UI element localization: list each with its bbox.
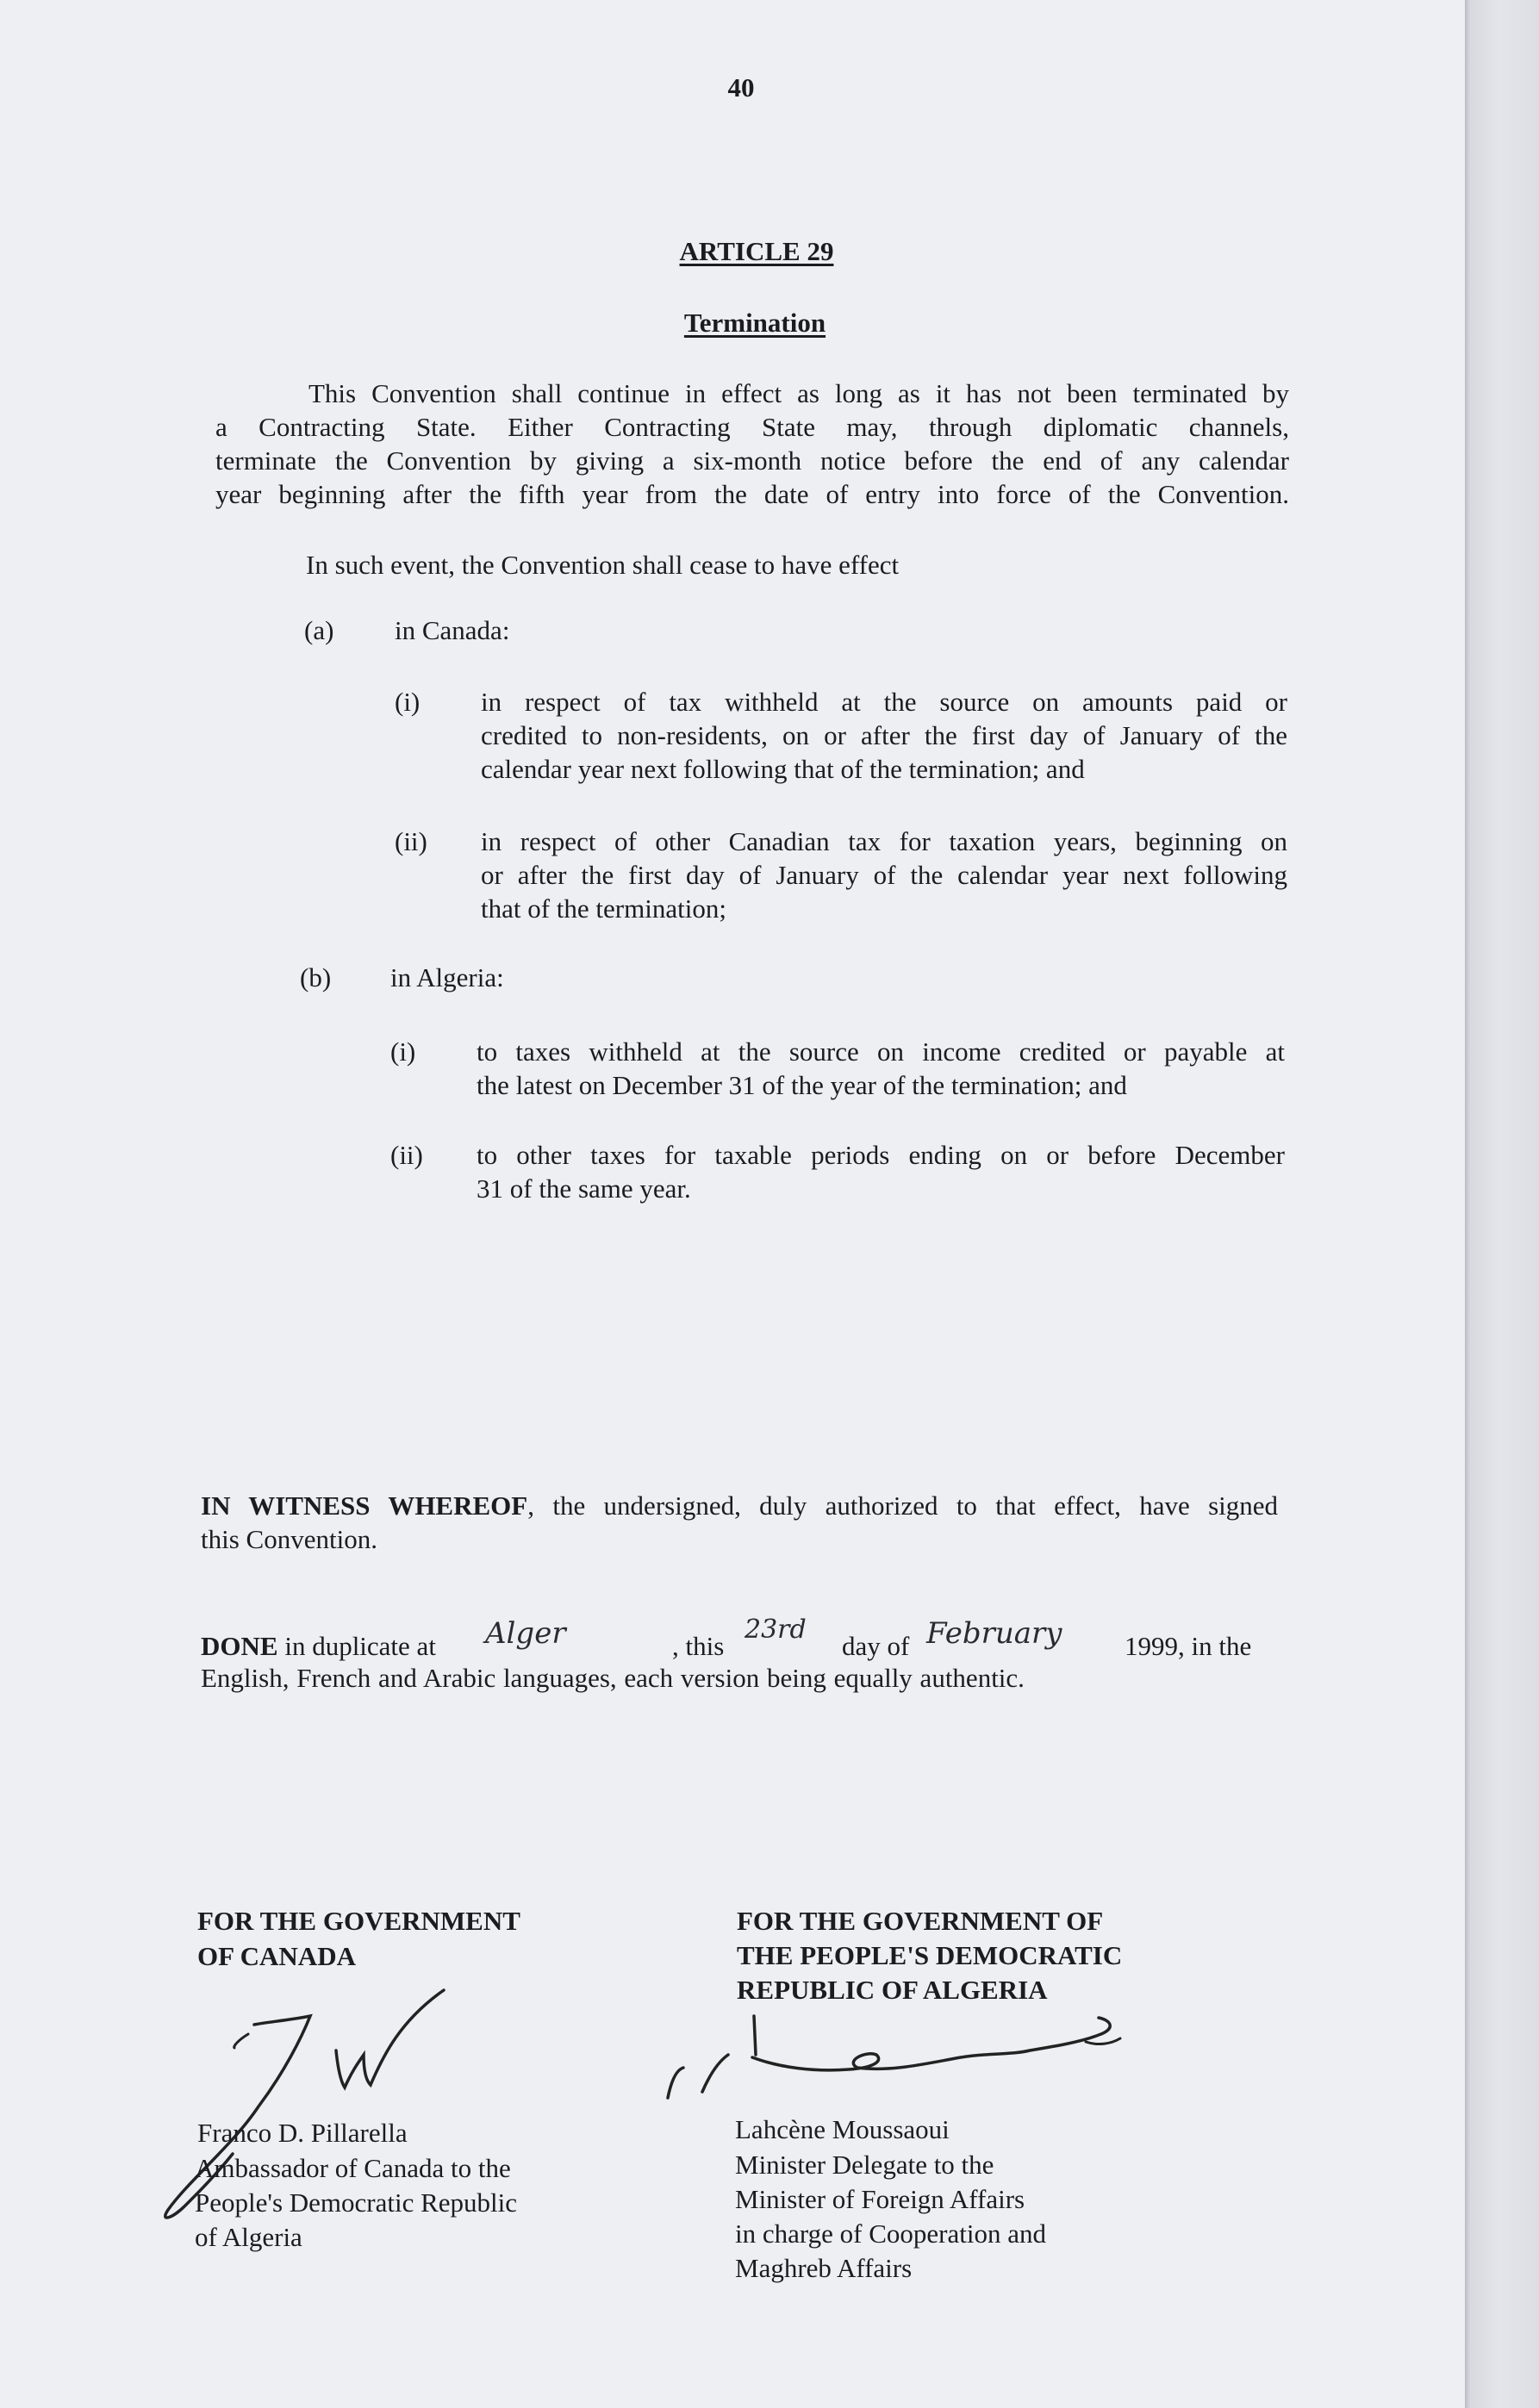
item-a-i-text: in respect of tax withheld at the source on amounts paid or credited to non-residents, on or after the first day of January of the calendar year next following that of the termination; and xyxy=(481,687,1287,784)
article-subtitle: Termination xyxy=(683,308,826,338)
done-bold: DONE xyxy=(201,1631,278,1661)
done-line-2: English, French and Arabic languages, each version being equally authentic. xyxy=(201,1663,1025,1693)
article-title: ARTICLE 29 xyxy=(679,236,834,266)
left-name: Franco D. Pillarella xyxy=(197,2118,408,2148)
item-b-i-text: to taxes withheld at the source on income credited or payable at the latest on December 31 of the year of the termination; and xyxy=(477,1036,1285,1100)
done-this: , this xyxy=(672,1631,725,1661)
intro-paragraph xyxy=(215,376,1289,511)
right-title-2: Minister of Foreign Affairs xyxy=(735,2184,1025,2214)
item-b-i-num: (i) xyxy=(390,1036,416,1067)
algeria-signature xyxy=(651,2007,1150,2119)
item-a-ii-num: (ii) xyxy=(395,826,427,856)
intro-line: This Convention shall continue in effect as long as it has not been terminated by xyxy=(308,378,1289,408)
right-heading-3: REPUBLIC OF ALGERIA xyxy=(737,1975,1048,2005)
section-b-label: (b) xyxy=(300,962,332,992)
left-heading-1: FOR THE GOVERNMENT xyxy=(197,1906,520,1936)
right-heading-2: THE PEOPLE'S DEMOCRATIC xyxy=(737,1940,1123,1970)
left-title-2: People's Democratic Republic xyxy=(195,2187,518,2218)
item-b-ii-num: (ii) xyxy=(390,1140,423,1170)
left-title-3: of Algeria xyxy=(195,2222,302,2252)
done-line: DONE in duplicate at xyxy=(201,1631,436,1661)
left-title-1: Ambassador of Canada to the xyxy=(195,2153,511,2183)
item-a-i-num: (i) xyxy=(395,687,421,717)
handwritten-place: Alger xyxy=(485,1616,566,1651)
right-title-3: in charge of Cooperation and xyxy=(735,2218,1046,2249)
item-a-ii-text: in respect of other Canadian tax for taxation years, beginning on or after the first day of January of the calendar year next following that of the termination; xyxy=(481,826,1287,924)
page-edge-shadow xyxy=(1465,0,1539,2408)
right-name: Lahcène Moussaoui xyxy=(735,2114,950,2144)
witness-paragraph: IN WITNESS WHEREOF, the undersigned, duly authorized to that effect, have signed this Convention. xyxy=(201,1490,1279,1554)
intro-line: terminate the Convention by giving a six-month notice before the end of any calendar xyxy=(215,445,1289,476)
handwritten-month: February xyxy=(926,1616,1062,1651)
intro-line: a Contracting State. Either Contracting State may, through diplomatic channels, xyxy=(215,412,1289,442)
page-number: 40 xyxy=(727,72,755,103)
intro-line: year beginning after the fifth year from the date of entry into force of the Convention. xyxy=(215,479,1289,509)
done-day-of: day of xyxy=(842,1631,910,1661)
section-a-label: (a) xyxy=(304,615,334,645)
right-title-1: Minister Delegate to the xyxy=(735,2150,994,2180)
handwritten-day: 23rd xyxy=(745,1615,807,1645)
right-title-4: Maghreb Affairs xyxy=(735,2253,913,2283)
left-heading-2: OF CANADA xyxy=(197,1941,356,1971)
cease-text: In such event, the Convention shall cease to have effect xyxy=(306,550,900,580)
right-heading-1: FOR THE GOVERNMENT OF xyxy=(737,1906,1104,1936)
section-a-title: in Canada: xyxy=(395,615,510,645)
item-b-ii-text: to other taxes for taxable periods ending on or before December 31 of the same year. xyxy=(477,1140,1285,1204)
witness-bold: IN WITNESS WHEREOF xyxy=(201,1490,528,1521)
done-year: 1999, in the xyxy=(1125,1631,1252,1661)
section-b-title: in Algeria: xyxy=(390,962,504,992)
